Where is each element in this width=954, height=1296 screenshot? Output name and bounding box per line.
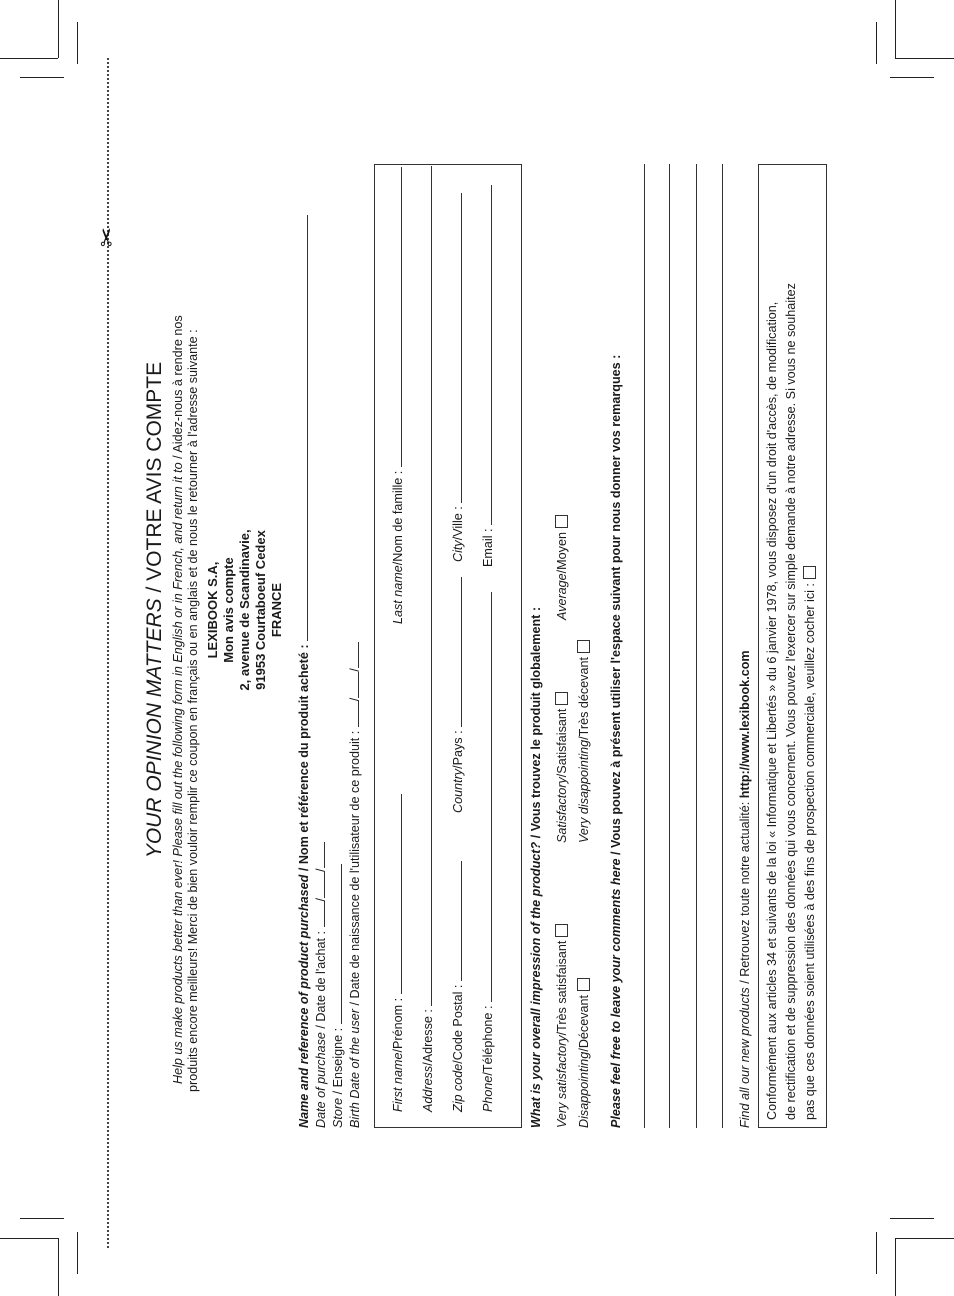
comments-prompt-fr: / Vous pouvez à présent utiliser l'espace suivant pour nous donner vos remarques : [609, 354, 623, 859]
zip-row [450, 861, 465, 1112]
phone-label-en: Phone [481, 1075, 495, 1112]
first-name-row [390, 794, 405, 1112]
address-label-en: Address [421, 1065, 435, 1112]
crop-mark [58, 1238, 59, 1296]
city-label-en: City [451, 540, 465, 562]
option-satisfactory [555, 692, 569, 843]
average-checkbox[interactable] [555, 515, 568, 528]
legal-line [803, 566, 817, 1120]
zip-field[interactable] [450, 861, 462, 981]
crop-mark [890, 77, 934, 78]
title-separator: / [143, 580, 166, 599]
email-field[interactable] [480, 185, 492, 525]
zip-label-en: Zip code [451, 1063, 465, 1112]
impression-question-en: What is your overall impression of the product? [529, 841, 543, 1128]
crop-mark [895, 1238, 896, 1296]
crop-mark [895, 1238, 954, 1239]
very-disappointing-label-en: Very disappointing [577, 739, 591, 843]
option-average [555, 515, 569, 620]
legal-line: de rectification et de suppression des données qui vous concernent. Vous pouvez l'exercer sur simple demande à notre adresse. Si vous ne souhaitez [784, 283, 798, 1120]
address-line: 2, avenue de Scandinavie, [237, 529, 252, 691]
first-name-label-en: First name [391, 1052, 405, 1112]
intro-text [171, 315, 186, 1084]
store-field[interactable] [330, 864, 342, 1024]
satisfactory-label-fr: /Satisfaisant [555, 708, 569, 778]
birth-date-row [347, 642, 362, 1128]
address-line: LEXIBOOK S.A, [205, 561, 220, 659]
satisfactory-checkbox[interactable] [555, 692, 568, 705]
store-label-fr: / Enseigne : [331, 1027, 345, 1098]
very-disappointing-checkbox[interactable] [577, 640, 590, 653]
last-name-label-en: Last name [391, 565, 405, 624]
purchase-date-label-en: Date of purchase [314, 1032, 328, 1128]
birth-month-field[interactable] [347, 672, 359, 698]
crop-mark [77, 22, 78, 64]
comment-line[interactable] [669, 164, 670, 1128]
very-disappointing-label-fr: /Très décevant [577, 657, 591, 740]
birth-date-label-en: Birth Date of the user [348, 1008, 362, 1128]
store-row [330, 864, 345, 1128]
disappointing-checkbox[interactable] [577, 978, 590, 991]
first-name-label-fr: /Prénom : [391, 997, 405, 1053]
option-very-disappointing [577, 640, 591, 843]
crop-mark [77, 1232, 78, 1274]
address-label-fr: /Adresse : [421, 1009, 435, 1066]
address-line: 91953 Courtaboeuf Cedex [253, 530, 268, 690]
satisfactory-label-en: Satisfactory [555, 777, 569, 843]
title-en: YOUR OPINION MATTERS [143, 598, 166, 859]
disappointing-label-fr: /Décevant [577, 994, 591, 1052]
purchase-year-field[interactable] [313, 842, 325, 868]
product-heading [296, 215, 311, 1128]
find-products-en: Find all our new products [738, 987, 752, 1128]
phone-label-fr: /Téléphone : [481, 1005, 495, 1076]
very-satisfactory-checkbox[interactable] [555, 924, 568, 937]
address-field[interactable] [420, 166, 432, 1006]
crop-mark [895, 0, 896, 58]
country-label-fr: /Pays : [451, 730, 465, 769]
disappointing-label-en: Disappointing [577, 1051, 591, 1128]
average-label-fr: /Moyen [555, 532, 569, 574]
city-label-fr: /Ville : [451, 506, 465, 541]
zip-label-fr: /Code Postal : [451, 984, 465, 1064]
comments-prompt-en: Please feel free to leave your comments here [609, 858, 623, 1128]
last-name-row [390, 167, 405, 624]
title-fr: VOTRE AVIS COMPTE [143, 361, 166, 581]
country-row [450, 577, 465, 813]
very-satisfactory-label-en: Very satisfactory [555, 1035, 569, 1128]
purchase-day-field[interactable] [313, 901, 325, 927]
date-separator: / [348, 668, 362, 672]
comments-prompt [609, 355, 623, 1128]
product-heading-en: Name and reference of product purchased [297, 874, 311, 1128]
crop-mark [895, 58, 954, 59]
option-very-satisfactory [555, 924, 569, 1128]
phone-row [480, 592, 495, 1112]
crop-mark [876, 1232, 877, 1274]
impression-question-fr: / Vous trouvez le produit globalement : [529, 606, 543, 842]
purchase-month-field[interactable] [313, 872, 325, 898]
city-field[interactable] [450, 193, 462, 503]
birth-year-field[interactable] [347, 642, 359, 668]
comment-line[interactable] [696, 164, 697, 1128]
birth-date-label-fr: / Date de naissance de l'utilisateur de ce produit : [348, 730, 362, 1009]
first-name-field[interactable] [390, 794, 402, 994]
date-separator: / [314, 868, 328, 872]
email-row [480, 185, 495, 567]
store-label-en: Store [331, 1097, 345, 1128]
crop-mark [0, 58, 58, 59]
last-name-field[interactable] [390, 167, 402, 467]
crop-mark [20, 1218, 64, 1219]
phone-field[interactable] [480, 592, 492, 1002]
birth-day-field[interactable] [347, 701, 359, 727]
intro-line1-en: Help us make products better than ever! Please fill out the following form in English or in French, and return it to [171, 462, 185, 1084]
crop-mark [20, 77, 64, 78]
average-label-en: Average [555, 573, 569, 620]
comment-line[interactable] [644, 164, 645, 1128]
legal-line3-text: pas que ces données soient utilisées à des fins de prospection commerciale, veuillez cocher ici : [803, 583, 817, 1120]
crop-mark [876, 22, 877, 64]
intro-line2: produits encore meilleurs! Merci de bien vouloir remplir ce coupon en français ou en anglais et de nous le retourner à l'adresse suivante : [186, 329, 200, 1092]
city-row [450, 193, 465, 562]
website-link[interactable]: http://www.lexibook.com [738, 650, 752, 799]
coupon-form [137, 78, 857, 1142]
page-title [143, 78, 167, 1142]
date-separator: / [314, 897, 328, 902]
crop-mark [0, 1238, 58, 1239]
opt-out-checkbox[interactable] [803, 566, 816, 579]
purchase-date-row [313, 842, 328, 1128]
address-line: Mon avis compte [221, 557, 236, 663]
crop-mark [58, 0, 59, 58]
impression-question [529, 607, 543, 1128]
country-label-en: Country [451, 768, 465, 813]
scissors-icon: ✂ [94, 226, 121, 248]
email-label: Email : [481, 528, 495, 567]
find-products-line [738, 650, 752, 1128]
legal-line: Conformément aux articles 34 et suivants de la loi « Informatique et Libertés » du 6 janvier 1978, vous disposez d'un droit d'accès, de modification, [765, 301, 779, 1120]
last-name-label-fr: /Nom de famille : [391, 470, 405, 566]
very-satisfactory-label-fr: /Très satisfaisant [555, 940, 569, 1036]
product-heading-fr: / Nom et référence du produit acheté : [297, 644, 311, 875]
date-separator: / [348, 697, 362, 702]
purchase-date-label-fr: / Date de l'achat : [314, 930, 328, 1033]
product-name-field[interactable] [296, 215, 308, 641]
find-products-fr: / Retrouvez toute notre actualité: [738, 798, 752, 988]
country-field[interactable] [450, 577, 462, 727]
intro-line1-fr: / Aidez-nous à rendre nos [171, 315, 185, 463]
address-line: FRANCE [269, 582, 284, 638]
address-row [420, 166, 435, 1112]
crop-mark [890, 1218, 934, 1219]
option-disappointing [577, 978, 591, 1128]
comment-line[interactable] [722, 164, 723, 1128]
